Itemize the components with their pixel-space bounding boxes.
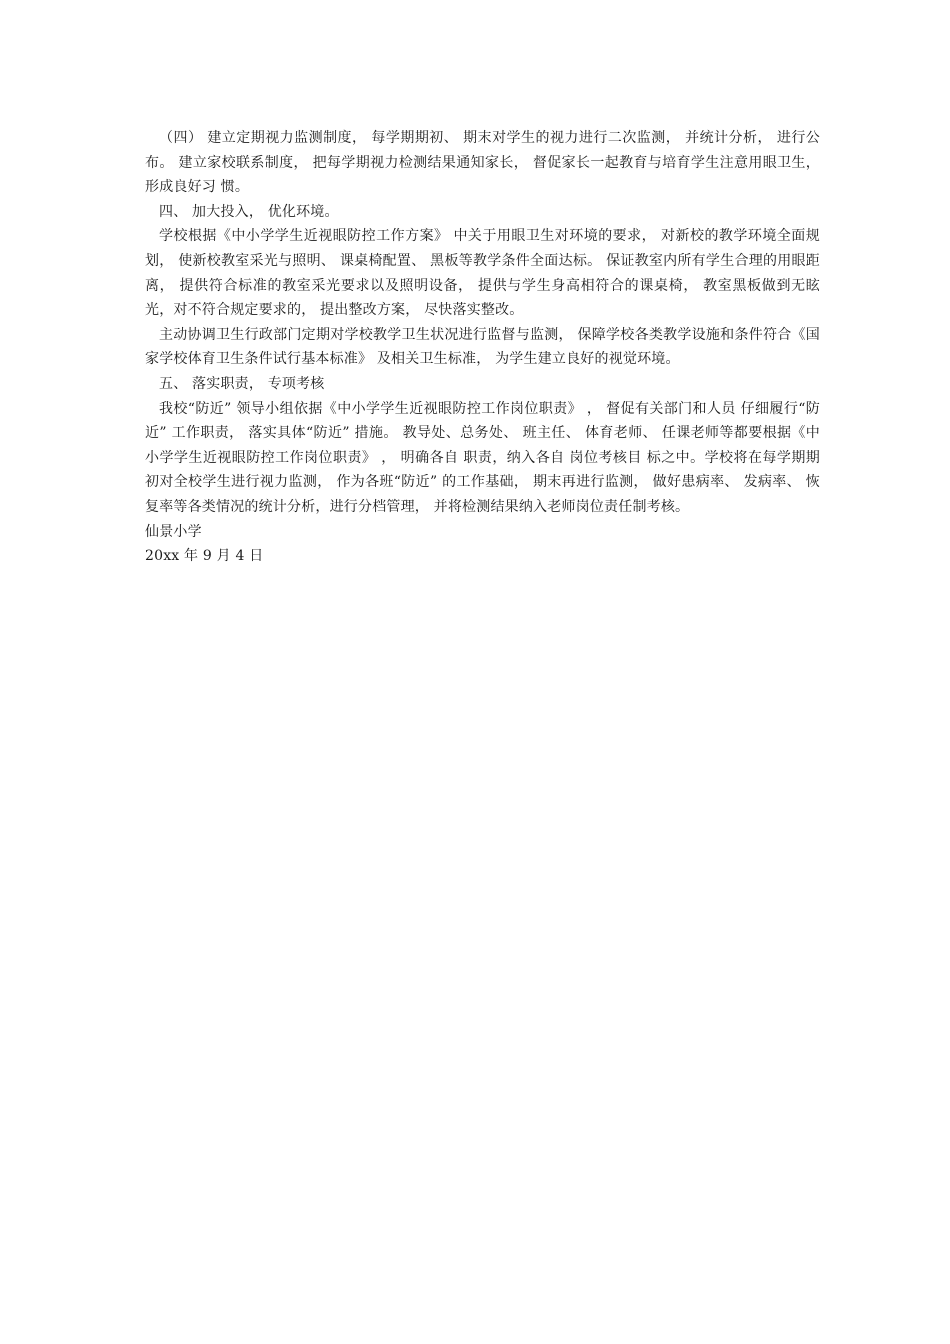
paragraph-monitoring: （四） 建立定期视力监测制度， 每学期期初、 期末对学生的视力进行二次监测， 并统计分析， 进行公布。 建立家校联系制度， 把每学期视力检测结果通知家长， 督促家长一起教育与培育学生注意用眼卫生， 形成良好习 惯。 <box>145 130 820 196</box>
document-body <box>145 126 820 569</box>
section-heading-responsibility: 五、 落实职责， 专项考核 <box>159 375 325 392</box>
section-heading-investment: 四、 加大投入， 优化环境。 <box>159 203 339 220</box>
paragraph-environment: 学校根据《中小学学生近视眼防控工作方案》 中关于用眼卫生对环境的要求， 对新校的教学环境全面规划， 使新校教室采光与照明、 课桌椅配置、 黑板等教学条件全面达标。 保证教室内所有学生合理的用眼距离， 提供符合标准的教室采光要求以及照明设备， 提供与学生身高相符合的课桌椅， 教室黑板做到无眩光，对不符合规定要求的， 提出整改方案， 尽快落实整改。 <box>145 228 820 319</box>
signature: 仙景小学 <box>145 523 202 540</box>
date: 20xx 年 9 月 4 日 <box>145 548 264 565</box>
paragraph-health-department: 主动协调卫生行政部门定期对学校教学卫生状况进行监督与监测， 保障学校各类教学设施和条件符合《国家学校体育卫生条件试行基本标准》 及相关卫生标准， 为学生建立良好的视觉环境。 <box>145 326 820 368</box>
paragraph-responsibility: 我校“防近” 领导小组依据《中小学学生近视眼防控工作岗位职责》 ， 督促有关部门和人员 仔细履行“防近” 工作职责， 落实具体“防近” 措施。 教导处、总务处、 班主任、 体育老师、 任课老师等都要根据《中小学学生近视眼防控工作岗位职责》 ， 明确各自 职责，纳入各自 岗位考核目 标之中。学校将在每学期期初对全校学生进行视力监测， 作为各班“防近” 的工作基础， 期末再进行监测， 做好患病率、 发病率、 恢复率等各类情况的统计分析，进行分档管理， 并将检测结果纳入老师岗位责任制考核。 <box>145 400 820 515</box>
